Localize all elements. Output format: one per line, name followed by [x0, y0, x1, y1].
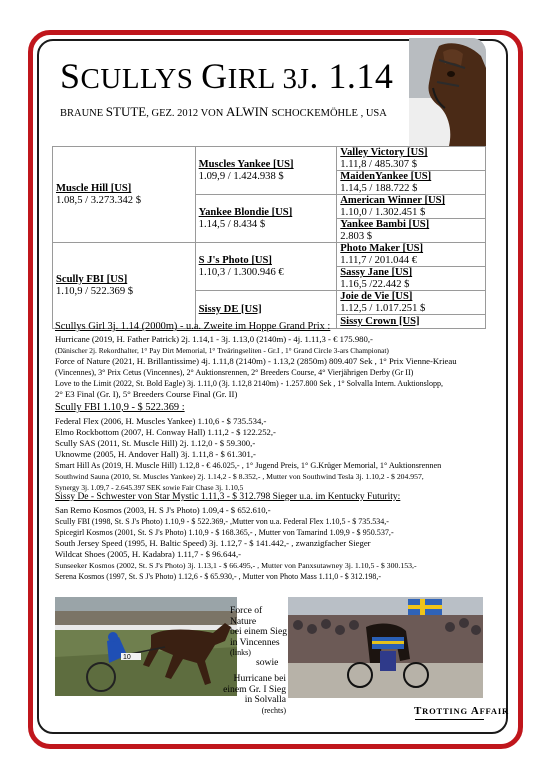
- caption-left: [230, 606, 287, 659]
- list-item: 2° E3 Final (Gr. I), 5° Breeders Course Final (Gr. II): [55, 389, 238, 399]
- list-item: Love to the Limit (2022, St. Bold Eagle) 3j. 1.11,0 (3j. 1.12,8 2140m) - 1.257.800 Sek , 1° Solvalla Intern. Auktionslopp,: [55, 379, 443, 388]
- horse-head-photo: [409, 38, 486, 146]
- pedigree-sd-dam-cell: [337, 219, 486, 243]
- caption-middle: sowie: [256, 657, 279, 668]
- list-item: Smart Hill As (2019, H. Muscle Hill) 1.12,8 - € 46.025,- , 1° Jugend Preis, 1° G.Krüger Memorial, 1° Auktionsrennen: [55, 461, 442, 470]
- caption-line: Hurricane bei: [233, 673, 286, 684]
- pedigree-dd-dam-cell: [337, 315, 486, 329]
- list-item: Force of Nature (2021, H. Brillantissime) 4j. 1.11,8 (2140m) - 1.13,2 (2850m) 809.407 Sek , 1° Prix Vienne-Krieau: [55, 356, 457, 366]
- pedigree-sire-cell: [53, 147, 196, 243]
- ds-dam-name: Sassy Jane [US]: [340, 267, 413, 278]
- page-subtitle: BRAUNE STUTE, GEZ. 2012 VON ALWIN SCHOCKEMÖHLE , USA: [60, 104, 387, 119]
- list-item: Serena Kosmos (1997, St. S J's Photo) 1.12,6 - $ 65.930,- , Mutter von Photo Mass 1.11,0 - $ 312.198,-: [55, 572, 381, 581]
- dd-sire-name: Joie de Vie [US]: [340, 291, 413, 302]
- sire-sire-record: 1.09,9 / 1.424.938 $: [198, 170, 284, 182]
- caption-line: (links): [230, 648, 251, 657]
- pedigree-table: [52, 146, 486, 329]
- pedigree-sire-dam-cell: [195, 195, 337, 243]
- list-item: Hurricane (2019, H. Father Patrick) 2j. 1.14,1 - 3j. 1.13,0 (2140m) - 4j. 1.11,3 - € 175.980,-: [55, 334, 373, 344]
- ss-dam-name: MaidenYankee [US]: [340, 171, 432, 182]
- list-item: Synergy 3j. 1.09,7 - 2.645.397 SEK sowie Fair Chase 3j. 1.10,5: [55, 483, 244, 492]
- sire-dam-record: 1.14,5 / 8.434 $: [198, 218, 266, 230]
- pedigree-sire-sire-cell: [195, 147, 337, 195]
- list-item: (Vincennes), 3° Prix Cetus (Vincennes), 2° Auktionsrennen, 2° Breeders Course, 4° Vierjährigen Derby (Gr II): [55, 368, 414, 377]
- pedigree-ds-dam-cell: [337, 267, 486, 291]
- pedigree-ss-dam-cell: [337, 171, 486, 195]
- list-item: Wildcat Shoes (2005, H. Kadabra) 1.11,7 - $ 96.644,-: [55, 549, 242, 559]
- sire-name: Muscle Hill [US]: [56, 183, 132, 194]
- ds-dam-record: 1.16,5 /22.442 $: [340, 278, 410, 290]
- list-item: Federal Flex (2006, H. Muscles Yankee) 1.10,6 - $ 735.534,-: [55, 416, 267, 426]
- dam-sire-name: S J's Photo [US]: [198, 255, 272, 266]
- section-1-heading: Scullys Girl 3j. 1.14 (2000m) - u.a. Zweite im Hoppe Grand Prix :: [55, 321, 331, 332]
- dam-dam-name: Sissy DE [US]: [198, 303, 262, 315]
- section-3-lines: [55, 505, 417, 582]
- list-item: Sunseeker Kosmos (2002, St. S J's Photo) 3j. 1.13,1 - $ 66.495,- , Mutter von Panxsutawney 3j. 1.10,5 - $ 300.153,-: [55, 561, 417, 570]
- caption-line: Force of Nature: [230, 605, 263, 627]
- dam-sire-record: 1.10,3 / 1.300.946 €: [198, 266, 284, 278]
- section-3-heading: Sissy De - Schwester von Star Mystic 1.11,3 - $ 312.798 Sieger u.a. im Kentucky Futurity:: [55, 492, 401, 502]
- list-item: South Jersey Speed (1995, H. Baltic Speed) 3j. 1.12,7 - $ 141.442,- , zwanzigfacher Sieger: [55, 538, 371, 548]
- sire-record: 1.08,5 / 3.273.342 $: [56, 194, 142, 206]
- caption-line: einem Gr. I Sieg: [223, 683, 286, 695]
- pedigree-sd-sire-cell: [337, 195, 486, 219]
- pedigree-dd-sire-cell: [337, 291, 486, 315]
- sire-sire-name: Muscles Yankee [US]: [198, 159, 294, 170]
- caption-line: in Vincennes: [230, 636, 280, 648]
- sd-dam-record: 2.803 $: [340, 230, 373, 242]
- page-title: SCULLYS GIRL 3J. 1.14: [60, 56, 394, 96]
- caption-right: [222, 674, 286, 716]
- list-item: San Remo Kosmos (2003, H. S J's Photo) 1.09,4 - $ 652.610,-: [55, 505, 271, 515]
- list-item: (Dänischer 2j. Rekordhalter, 1° Pay Dirt Memorial, 1° Treäringseliten - Gr.I , 1° Grand Circle 3-ars Championat): [55, 346, 389, 355]
- section-2-heading: Scully FBI 1.10,9 - $ 522.369 :: [55, 402, 185, 413]
- dam-name: Scully FBI [US]: [56, 274, 128, 285]
- ss-sire-record: 1.11,8 / 485.307 $: [340, 158, 417, 170]
- brand-underline: [415, 719, 484, 720]
- caption-line: bei einem Sieg: [230, 626, 288, 637]
- dd-sire-record: 1.12,5 / 1.017.251 $: [340, 302, 426, 314]
- section-2-lines: [55, 416, 441, 493]
- list-item: Uknowme (2005, H. Andover Hall) 3j. 1.11,8 - $ 61.301,-: [55, 449, 256, 459]
- sire-dam-name: Yankee Blondie [US]: [198, 207, 293, 218]
- brand-logo: TROTTING AFFAIR: [414, 705, 509, 717]
- list-item: Spicegirl Kosmos (2001, St. S J's Photo) 1.10,9 - $ 168.365,- , Mutter von Tamarind 1.09,9 - $ 950.537,-: [55, 528, 394, 537]
- race-photo-right: [288, 597, 483, 698]
- sd-dam-name: Yankee Bambi [US]: [340, 219, 430, 230]
- list-item: Elmo Rockbottom (2007, H. Conway Hall) 1.11,2 - $ 122.252,-: [55, 427, 276, 437]
- ss-dam-record: 1.14,5 / 188.722 $: [340, 182, 418, 194]
- list-item: Scully FBI (1998, St. S J's Photo) 1.10,9 - $ 522.369,- ,Mutter von u.a. Federal Flex 1.10,5 - $ 735.534,-: [55, 517, 389, 526]
- dd-dam-name: Sissy Crown [US]: [340, 315, 420, 327]
- race-photo-left: [55, 597, 237, 696]
- sd-sire-name: American Winner [US]: [340, 195, 446, 206]
- sulky-number: 10: [123, 654, 131, 661]
- caption-line: in Solvalla: [244, 694, 286, 705]
- section-1-lines: [55, 334, 457, 400]
- list-item: Scully SAS (2011, St. Muscle Hill) 2j. 1.12,0 - $ 59.300,-: [55, 438, 256, 448]
- caption-line: (rechts): [261, 705, 286, 715]
- pedigree-ds-sire-cell: [337, 243, 486, 267]
- ds-sire-name: Photo Maker [US]: [340, 243, 424, 254]
- pedigree-ss-sire-cell: [337, 147, 486, 171]
- pedigree-dam-cell: [53, 243, 196, 329]
- ds-sire-record: 1.11,7 / 201.044 €: [340, 254, 417, 266]
- list-item: Southwind Sauna (2010, St. Muscles Yankee) 2j. 1.14,2 - $ 8.352,- , Mutter von Southwind Tesla 3j. 1.10,2 - $ 204.957,: [55, 472, 424, 481]
- dam-record: 1.10,9 / 522.369 $: [56, 285, 134, 297]
- pedigree-dam-sire-cell: [195, 243, 337, 291]
- sd-sire-record: 1.10,0 / 1.302.451 $: [340, 206, 426, 218]
- ss-sire-name: Valley Victory [US]: [340, 147, 428, 158]
